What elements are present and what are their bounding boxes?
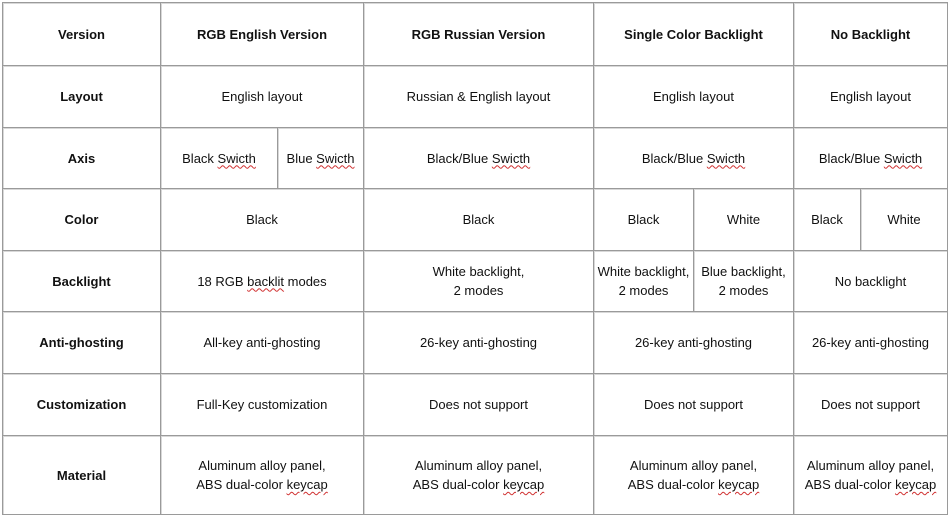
misspelled-word: Swicth: [316, 150, 355, 166]
row-material: [3, 436, 948, 515]
cell-backlight-single-white: [594, 251, 694, 312]
row-axis: [3, 128, 948, 189]
backlight-text: 18 RGB: [197, 273, 248, 289]
cell-axis-blue-switch: [278, 128, 364, 189]
cell-color-rgb-english: Black: [161, 189, 364, 251]
cell-layout-no-backlight: English layout: [794, 66, 948, 128]
cell-custom-rgb-russian: Does not support: [364, 374, 594, 436]
material-line: [597, 475, 790, 494]
material-line: Aluminum alloy panel,: [806, 458, 935, 473]
backlight-line: 2 modes: [718, 283, 769, 298]
cell-color-none-black: Black: [794, 189, 861, 251]
label-layout: Layout: [3, 66, 161, 128]
material-text: ABS dual-color: [412, 477, 504, 492]
misspelled-word: Swicth: [706, 150, 746, 166]
cell-color-rgb-russian: Black: [364, 189, 594, 251]
backlight-text: modes: [284, 273, 327, 289]
cell-backlight-single-blue: [694, 251, 794, 312]
cell-color-none-white: White: [861, 189, 948, 251]
misspelled-word: Swicth: [217, 150, 256, 166]
cell-antighost-rgb-russian: 26-key anti-ghosting: [364, 312, 594, 374]
label-material: Material: [3, 436, 161, 515]
cell-backlight-none: No backlight: [794, 251, 948, 312]
cell-material-single-color: [594, 436, 794, 515]
cell-antighost-single-color: 26-key anti-ghosting: [594, 312, 794, 374]
axis-text: Black/Blue: [641, 150, 707, 166]
header-rgb-russian: RGB Russian Version: [364, 3, 594, 66]
axis-text: Blue: [286, 150, 317, 166]
backlight-line: White backlight,: [597, 264, 690, 279]
cell-axis-single-color: [594, 128, 794, 189]
cell-axis-no-backlight: [794, 128, 948, 189]
misspelled-word: backlit: [247, 273, 285, 289]
header-rgb-english: RGB English Version: [161, 3, 364, 66]
cell-layout-rgb-english: English layout: [161, 66, 364, 128]
material-line: [164, 475, 360, 494]
backlight-line: Blue backlight,: [701, 264, 786, 279]
axis-text: Black/Blue: [818, 150, 884, 166]
material-line: Aluminum alloy panel,: [198, 458, 326, 473]
misspelled-word: Swicth: [883, 150, 923, 166]
row-backlight: [3, 251, 948, 312]
label-version: Version: [3, 3, 161, 66]
axis-text: Black: [182, 150, 218, 166]
cell-layout-single-color: English layout: [594, 66, 794, 128]
header-no-backlight: No Backlight: [794, 3, 948, 66]
label-axis: Axis: [3, 128, 161, 189]
row-customization: [3, 374, 948, 436]
cell-custom-single-color: Does not support: [594, 374, 794, 436]
material-line: Aluminum alloy panel,: [629, 458, 758, 473]
axis-text: Black/Blue: [426, 150, 492, 166]
spec-table: [2, 2, 948, 515]
misspelled-word: Swicth: [491, 150, 531, 166]
row-layout: [3, 66, 948, 128]
row-anti-ghosting: [3, 312, 948, 374]
misspelled-word: keycap: [718, 477, 760, 492]
material-line: [367, 475, 590, 494]
misspelled-word: keycap: [503, 477, 545, 492]
header-single-color: Single Color Backlight: [594, 3, 794, 66]
cell-antighost-rgb-english: All-key anti-ghosting: [161, 312, 364, 374]
cell-color-single-white: White: [694, 189, 794, 251]
cell-color-single-black: Black: [594, 189, 694, 251]
label-color: Color: [3, 189, 161, 251]
label-backlight: Backlight: [3, 251, 161, 312]
label-customization: Customization: [3, 374, 161, 436]
cell-backlight-rgb-russian: [364, 251, 594, 312]
cell-backlight-rgb-english: [161, 251, 364, 312]
cell-layout-rgb-russian: Russian & English layout: [364, 66, 594, 128]
material-text: ABS dual-color: [196, 477, 287, 492]
backlight-line: 2 modes: [618, 283, 669, 298]
cell-material-rgb-english: [161, 436, 364, 515]
label-anti-ghosting: Anti-ghosting: [3, 312, 161, 374]
material-text: ABS dual-color: [804, 477, 896, 492]
material-line: [797, 475, 944, 494]
row-version: [3, 3, 948, 66]
cell-axis-black-switch: [161, 128, 278, 189]
row-color: [3, 189, 948, 251]
backlight-line: 2 modes: [453, 283, 504, 298]
cell-custom-no-backlight: Does not support: [794, 374, 948, 436]
backlight-line: White backlight,: [432, 264, 525, 279]
misspelled-word: keycap: [895, 477, 937, 492]
cell-antighost-no-backlight: 26-key anti-ghosting: [794, 312, 948, 374]
cell-material-rgb-russian: [364, 436, 594, 515]
cell-axis-rgb-russian: [364, 128, 594, 189]
cell-custom-rgb-english: Full-Key customization: [161, 374, 364, 436]
cell-material-no-backlight: [794, 436, 948, 515]
misspelled-word: keycap: [286, 477, 328, 492]
material-text: ABS dual-color: [627, 477, 719, 492]
material-line: Aluminum alloy panel,: [414, 458, 543, 473]
